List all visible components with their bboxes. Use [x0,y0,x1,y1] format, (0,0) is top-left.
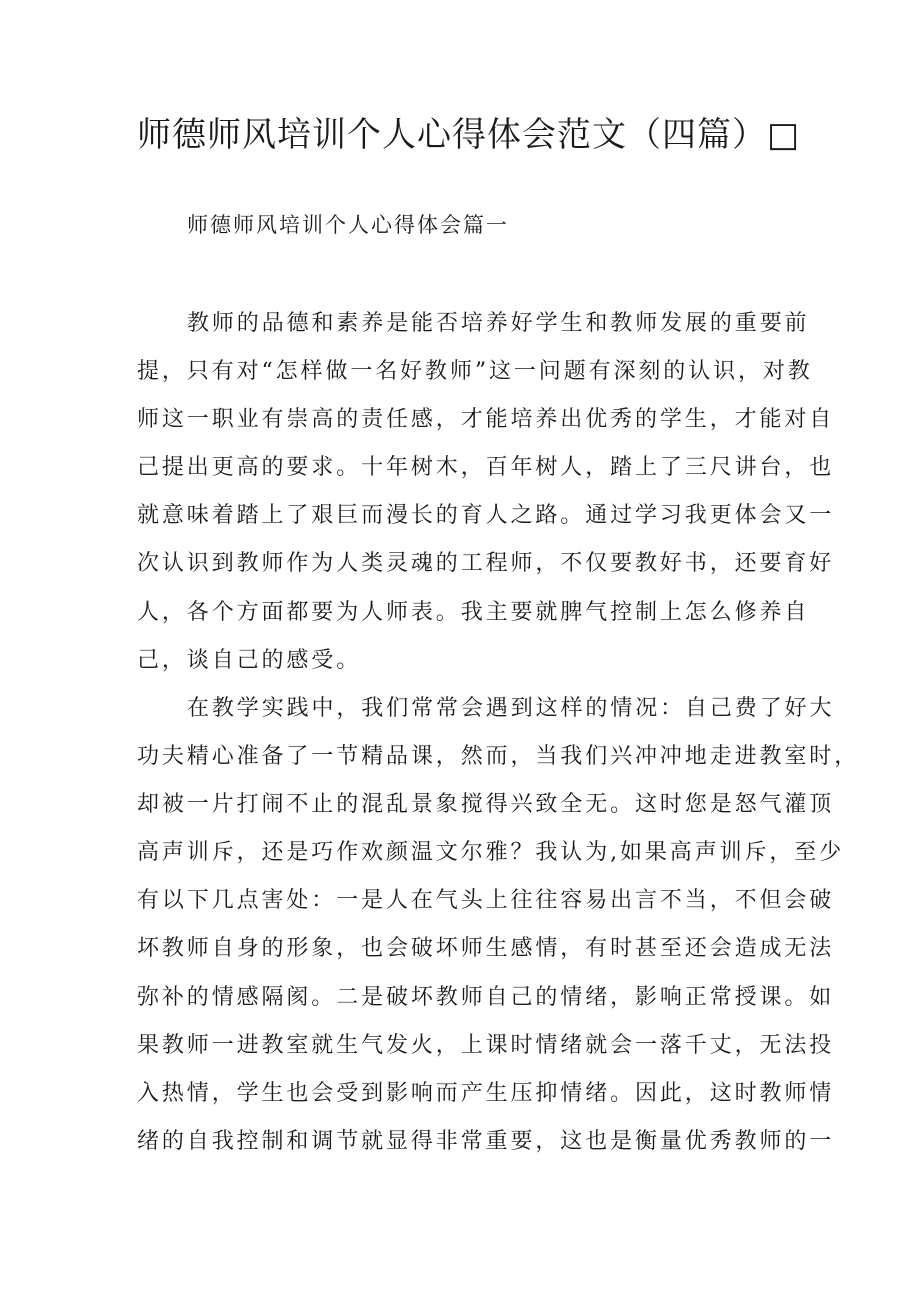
text-line: 次认识到教师作为人类灵魂的工程师，不仅要教好书，还要育好 [137,551,835,577]
text-line: 高声训斥，还是巧作欢颜温文尔雅？我认为,如果高声训斥，至少 [137,840,845,866]
paragraph-2 [137,685,860,1166]
text-line: 弥补的情感隔阂。二是破坏教师自己的情绪，影响正常授课。如 [137,984,835,1010]
text-line: 有以下几点害处：一是人在气头上往往容易出言不当，不但会破 [137,888,835,914]
text-line: 绪的自我控制和调节就显得非常重要，这也是衡量优秀教师的一 [137,1128,835,1154]
text-line: 提，只有对“怎样做一名好教师”这一问题有深刻的认识，对教 [137,359,813,385]
text-line: 在教学实践中，我们常常会遇到这样的情况：自己费了好大 [187,696,835,721]
text-line: 却被一片打闹不止的混乱景象搅得兴致全无。这时您是怒气灌顶 [137,792,835,818]
section-heading: 师德师风培训个人心得体会篇一 [187,213,509,237]
text-line: 坏教师自身的形象，也会破坏师生感情，有时甚至还会造成无法 [137,936,835,962]
text-line: 己，谈自己的感受。 [137,647,362,673]
text-line: 教师的品德和素养是能否培养好学生和教师发展的重要前 [187,311,810,336]
document-title: 师德师风培训个人心得体会范文（四篇）□ [137,115,801,155]
text-line: 就意味着踏上了艰巨而漫长的育人之路。通过学习我更体会又一 [137,503,835,529]
text-line: 人，各个方面都要为人师表。我主要就脾气控制上怎么修养自 [137,599,810,625]
paragraph-1 [137,300,835,685]
text-line: 师这一职业有崇高的责任感，才能培养出优秀的学生，才能对自 [137,407,835,433]
text-line: 入热情，学生也会受到影响而产生压抑情绪。因此，这时教师情 [137,1080,835,1106]
text-line: 果教师一进教室就生气发火，上课时情绪就会一落千丈，无法投 [137,1032,835,1058]
text-line: 功夫精心准备了一节精品课，然而，当我们兴冲冲地走进教室时， [137,744,860,770]
text-line: 己提出更高的要求。十年树木，百年树人，踏上了三尺讲台，也 [137,455,835,481]
